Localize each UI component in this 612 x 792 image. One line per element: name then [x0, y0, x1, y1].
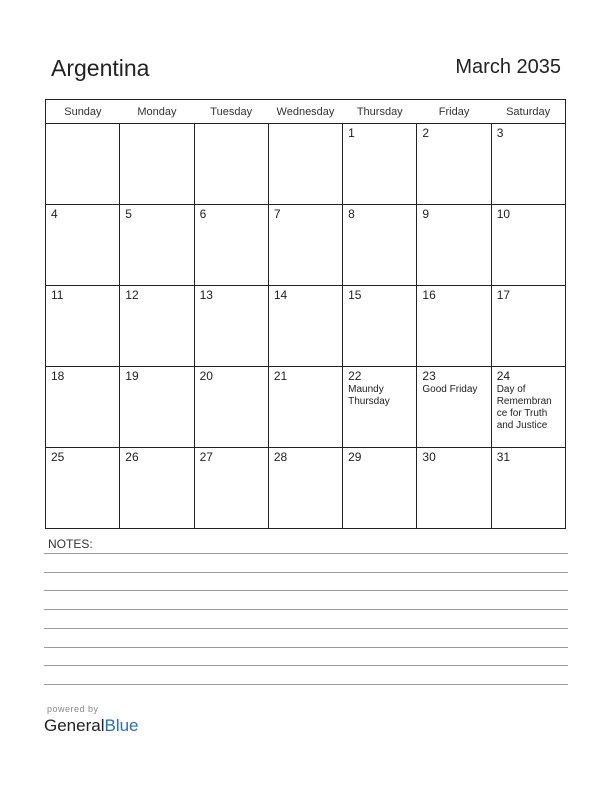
weekday-sunday: Sunday [46, 100, 120, 124]
day-number: 9 [422, 207, 430, 221]
brand-general: General [44, 716, 105, 735]
calendar-week-row [46, 286, 566, 367]
calendar-day-cell [194, 205, 268, 286]
weekday-wednesday: Wednesday [268, 100, 342, 124]
note-line [44, 609, 568, 610]
note-line [44, 590, 568, 591]
day-number: 14 [273, 288, 288, 302]
calendar-grid [45, 99, 566, 529]
holiday-label-line: ce for Truth [496, 408, 548, 419]
calendar-day-cell [491, 286, 565, 367]
day-number: 23 [422, 369, 436, 383]
day-number: 4 [51, 207, 58, 221]
day-number: 13 [199, 288, 213, 302]
calendar-day-cell [46, 448, 120, 529]
weekday-monday: Monday [120, 100, 194, 124]
holiday-label-line: and Justice [496, 420, 548, 431]
day-number: 15 [348, 288, 362, 302]
brand-blue: Blue [104, 716, 139, 735]
calendar-day-cell [417, 286, 491, 367]
calendar-day-cell [120, 205, 194, 286]
calendar-day-cell [343, 286, 417, 367]
calendar-day-cell [491, 124, 565, 205]
calendar-day-cell [46, 205, 120, 286]
day-number: 18 [51, 369, 65, 383]
day-number: 31 [496, 450, 511, 464]
calendar-body [46, 124, 566, 529]
calendar-day-cell [46, 124, 120, 205]
note-line [44, 684, 568, 685]
calendar-week-row [46, 124, 566, 205]
calendar-day-cell [46, 367, 120, 448]
calendar-day-cell [343, 205, 417, 286]
calendar-country-title: Argentina [51, 55, 150, 81]
calendar-day-cell [343, 367, 417, 448]
holiday-label [422, 384, 485, 396]
calendar-week-row [46, 448, 566, 529]
day-number: 19 [125, 369, 139, 383]
note-line [44, 628, 568, 629]
calendar-day-cell [120, 124, 194, 205]
day-number: 26 [125, 450, 139, 464]
calendar-day-cell [491, 448, 565, 529]
calendar-day-cell [120, 367, 194, 448]
calendar-week-row [46, 205, 566, 286]
day-number: 28 [273, 450, 288, 464]
calendar-day-cell [268, 367, 342, 448]
generalblue-logo[interactable] [44, 716, 139, 736]
day-number: 7 [273, 207, 281, 221]
calendar-day-cell [194, 448, 268, 529]
calendar-month-title: March 2035 [455, 56, 561, 78]
calendar-day-cell [491, 205, 565, 286]
calendar-day-cell [268, 448, 342, 529]
calendar-day-cell [194, 367, 268, 448]
day-number: 21 [273, 369, 288, 383]
day-number: 24 [496, 369, 511, 383]
note-line [44, 553, 568, 554]
note-line [44, 572, 568, 573]
day-number: 5 [125, 207, 132, 221]
day-number: 2 [422, 126, 430, 140]
calendar-day-cell [194, 124, 268, 205]
day-number: 8 [348, 207, 355, 221]
day-number: 25 [51, 450, 65, 464]
notes-label: NOTES: [48, 537, 93, 551]
calendar-day-cell [417, 205, 491, 286]
weekday-header-row [46, 100, 566, 124]
day-number: 29 [348, 450, 362, 464]
day-number: 10 [496, 207, 511, 221]
weekday-thursday: Thursday [343, 100, 417, 124]
holiday-label-line: Remembran [496, 396, 552, 407]
day-number: 1 [348, 126, 355, 140]
note-line [44, 647, 568, 648]
calendar-day-cell [417, 448, 491, 529]
holiday-label-line: Day of [496, 384, 526, 395]
weekday-tuesday: Tuesday [194, 100, 268, 124]
calendar-day-cell [120, 448, 194, 529]
calendar-day-cell [46, 286, 120, 367]
holiday-label [497, 384, 560, 432]
holiday-label-line: Maundy [348, 384, 384, 395]
calendar-day-cell [343, 448, 417, 529]
day-number: 17 [496, 288, 511, 302]
calendar-day-cell [268, 286, 342, 367]
day-number: 20 [199, 369, 213, 383]
holiday-label [348, 384, 411, 408]
holiday-label-line: Thursday [348, 396, 390, 407]
day-number: 22 [348, 369, 362, 383]
calendar-day-cell [417, 367, 491, 448]
day-number: 6 [199, 207, 207, 221]
calendar-day-cell [417, 124, 491, 205]
calendar-week-row [46, 367, 566, 448]
calendar-day-cell [120, 286, 194, 367]
powered-by-label: powered by [47, 704, 99, 714]
day-number: 12 [125, 288, 139, 302]
day-number: 11 [51, 288, 64, 302]
calendar-day-cell [194, 286, 268, 367]
note-line [44, 665, 568, 666]
calendar-day-cell [491, 367, 565, 448]
weekday-saturday: Saturday [491, 100, 565, 124]
calendar-day-cell [268, 205, 342, 286]
calendar-day-cell [343, 124, 417, 205]
calendar-day-cell [268, 124, 342, 205]
weekday-friday: Friday [417, 100, 491, 124]
day-number: 30 [422, 450, 436, 464]
day-number: 16 [422, 288, 436, 302]
day-number: 3 [496, 126, 504, 140]
holiday-label-line: Good Friday [422, 384, 478, 395]
day-number: 27 [199, 450, 213, 464]
